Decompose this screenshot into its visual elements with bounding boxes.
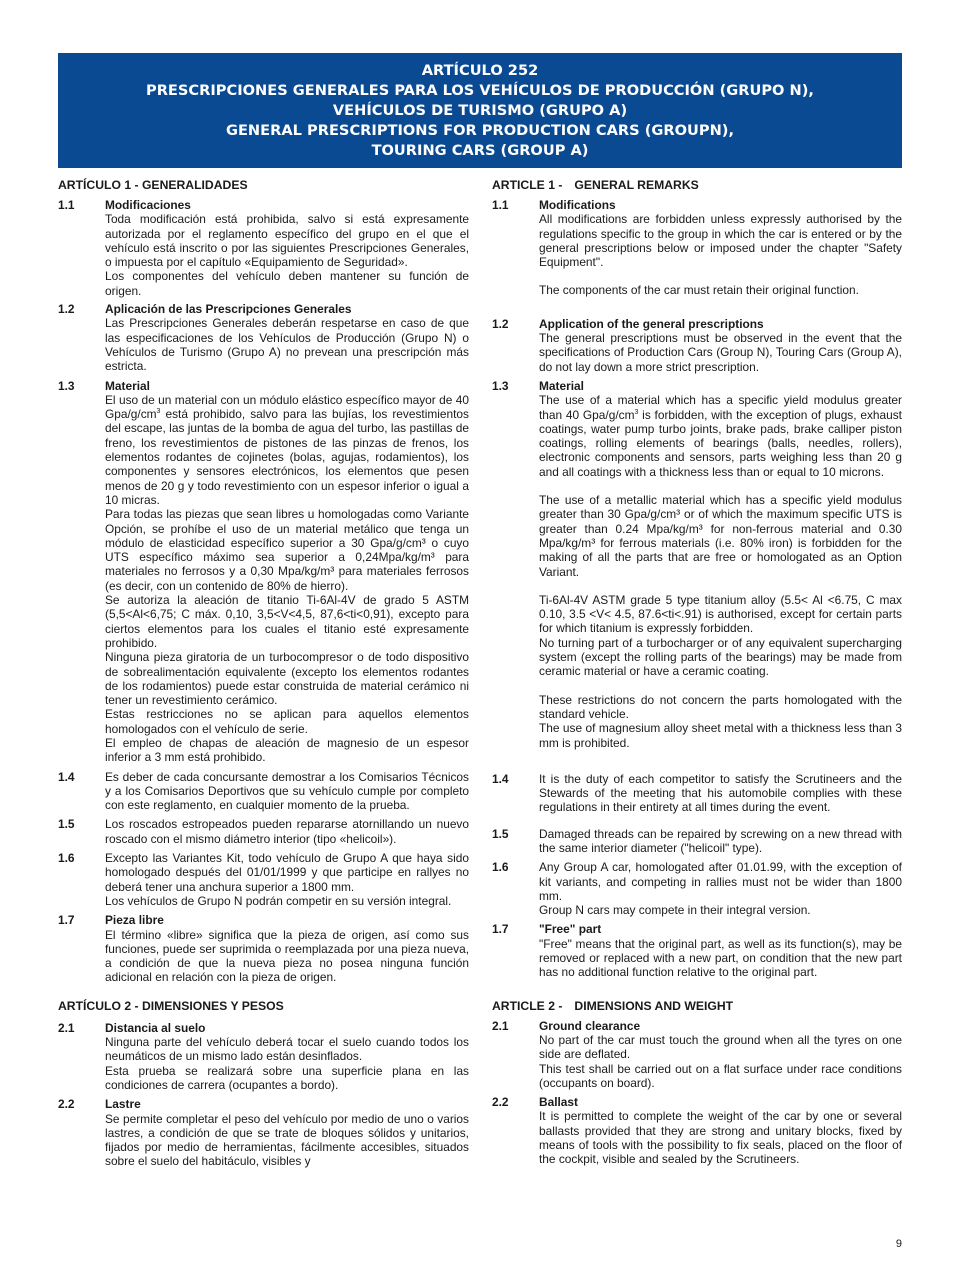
paragraph: Los vehículos de Grupo N podrán competir en su versión integral. <box>105 893 452 908</box>
text-run: está prohibido, salvo para las bujías, los revestimientos del escape, las juntas de la bomba de agua del turbo, las pastillas de freno, los revestimientos de pistones de las pinzas de frenos, los elementos rodantes de cojinetes (bolas, agujas, rodamientos), los componentes y sensores electrónicos, los elementos que pesen menos de 20 g y todo revestimiento con un espesor inferior o igual a 10 micras. <box>105 407 469 507</box>
paragraph: Toda modificación está prohibida, salvo si está expresamente autorizada por el reglamento específico del grupo en el que el vehículo está inscrito o por las siguientes Prescripciones Generales, o impuesta por el capítulo «Equipamiento de Seguridad». <box>105 212 469 270</box>
section-title: Material <box>105 378 150 393</box>
section-number: 1.5 <box>58 817 75 832</box>
section-2-2 <box>492 1095 902 1166</box>
paragraph: Group N cars may compete in their integral version. <box>539 903 811 918</box>
english-column <box>492 178 902 1167</box>
article-number: ARTICLE 2 - <box>492 998 563 1013</box>
text-run: is forbidden, with the exception of plugs, exhaust coatings, water pump turbo joints, brake pads, brake calliper piston coatings, rolling elements of bearings (balls, needles, rollers), electronic components and sensors, parts weighing less than 20 g and all coatings with a thickness less than or equal to 10 microns. <box>539 407 902 479</box>
section-title: Application of the general prescriptions <box>539 316 764 331</box>
paragraph <box>539 393 902 479</box>
section-number: 2.2 <box>58 1097 75 1112</box>
section-number: 1.5 <box>492 826 509 841</box>
paragraph: Ninguna parte del vehículo deberá tocar el suelo cuando todos los neumáticos de un mismo lado están desinflados. <box>105 1035 469 1064</box>
section-title: Distancia al suelo <box>105 1020 206 1035</box>
article-1-heading <box>492 178 902 193</box>
article-2-heading: ARTÍCULO 2 - DIMENSIONES Y PESOS <box>58 998 284 1013</box>
superscript: 3 <box>634 408 639 416</box>
section-number: 1.4 <box>58 769 75 784</box>
paragraph: No turning part of a turbocharger or of any equivalent supercharging system (except the rolling parts of the bearings) may be made from ceramic material or have a ceramic coating. <box>539 635 902 679</box>
paragraph: Se permite completar el peso del vehículo por medio de uno o varios lastres, a condición de que se trate de bloques sólidos y unitarios, fijados por medio de herramientas, fácilmente accesibles, situados sobre el suelo del habitáculo, visibles y <box>105 1111 469 1169</box>
paragraph: The use of magnesium alloy sheet metal with a thickness less than 3 mm is prohibited. <box>539 721 902 750</box>
paragraph: The components of the car must retain their original function. <box>539 283 859 298</box>
section-title: Ballast <box>539 1095 578 1110</box>
section-1-7 <box>58 913 469 984</box>
banner-line-1: ARTÍCULO 252 <box>421 62 539 79</box>
paragraph: No part of the car must touch the ground when all the tyres on one side are deflated. <box>539 1032 902 1062</box>
banner-line-5: TOURING CARS (GROUP A) <box>371 142 589 159</box>
paragraph: Ti-6Al-4V ASTM grade 5 type titanium alloy (5.5< Al <6.75, C max 0.10, 3.5 <V< 4.5, 87.6<ti<.91) is authorised, except for certain parts for which titanium is expressly forbidden. <box>539 592 902 636</box>
paragraph: Los roscados estropeados pueden repararse atornillando un nuevo roscado con el mismo diámetro interior (tipo «helicoil»). <box>105 817 469 846</box>
section-2-1 <box>492 1019 902 1090</box>
section-number: 1.2 <box>58 302 75 317</box>
section-number: 1.7 <box>492 922 509 937</box>
section-title: Modifications <box>539 198 616 212</box>
text-run: The use of a material which has a specific yield modulus greater than 40 Gpa/g/cm <box>539 393 902 422</box>
paragraph: It is permitted to complete the weight of the car by one or several ballasts provided that they are strong and unitary blocks, fixed by means of tools with the possibility to fix seals, placed on the floor of the cockpit, visible and sealed by the Scrutineers. <box>539 1109 902 1167</box>
paragraph: Esta prueba se realizará sobre una superficie plana en las condiciones de carrera (ocupantes a bordo). <box>105 1063 469 1092</box>
paragraph: This test shall be carried out on a flat surface under race conditions (occupants on board). <box>539 1061 902 1090</box>
paragraph: All modifications are forbidden unless expressly authorised by the regulations specific to the group in which the car is entered or by the general prescriptions below or imposed under the chapter "Safety Equipment". <box>539 212 902 270</box>
section-number: 1.7 <box>58 913 75 928</box>
section-1-5 <box>492 827 902 856</box>
article-1-heading: ARTÍCULO 1 - GENERALIDADES <box>58 178 248 192</box>
article-number: ARTICLE 1 - <box>492 178 563 192</box>
section-number: 1.3 <box>58 378 75 393</box>
section-1-1 <box>58 198 469 298</box>
banner-line-3: VEHÍCULOS DE TURISMO (GRUPO A) <box>332 102 628 119</box>
paragraph: Las Prescripciones Generales deberán respetarse en caso de que las especificaciones de los Vehículos de Producción (Grupo N) o Vehículos de Turismo (Grupo A) no prevean una prescripción más estricta. <box>105 316 469 374</box>
section-number: 1.2 <box>492 316 509 331</box>
section-1-2 <box>492 317 902 374</box>
section-number: 1.3 <box>492 378 509 393</box>
section-1-7 <box>492 922 902 979</box>
paragraph: Se autoriza la aleación de titanio Ti-6Al-4V de grado 5 ASTM (5,5<Al<6,75; C máx. 0,10, 3,5<V<4,5, 87,6<ti<0,91), excepto para ciertos elementos para los cuales el titanio esté expresamente prohibido. <box>105 593 469 650</box>
section-1-6 <box>58 851 469 908</box>
title-banner <box>58 53 902 168</box>
spanish-column <box>58 178 469 1169</box>
paragraph: Los componentes del vehículo deben mantener su función de origen. <box>105 269 469 298</box>
paragraph: Any Group A car, homologated after 01.01.99, with the exception of kit variants, and competing in rallies must not be wider than 1800 mm. <box>539 860 902 903</box>
section-number: 1.1 <box>492 198 509 212</box>
section-title: Pieza libre <box>105 913 164 928</box>
section-1-6 <box>492 860 902 917</box>
text-run: El uso de un material con un módulo elástico específico mayor de 40 Gpa/g/cm <box>105 392 469 422</box>
section-title: Material <box>539 378 584 393</box>
paragraph: Para todas las piezas que sean libres u homologadas como Variante Opción, se prohíbe el uso de un material metálico que tenga un módulo de elasticidad específico superior a 30 Gpa/g/cm³ o cuyo UTS específico máximo sea superior a 0,24Mpa/kg/m³ para materiales no ferrosos y a 0,30 Mpa/kg/m³ para materiales ferrosos (es decir, con un contenido de 80% de hierro). <box>105 507 469 593</box>
paragraph: It is the duty of each competitor to satisfy the Scrutineers and the Stewards of the meeting that his automobile complies with these regulations in their entirety at all times during the event. <box>539 771 902 815</box>
section-1-4 <box>492 772 902 815</box>
section-title: "Free" part <box>539 922 602 937</box>
section-1-4 <box>58 770 469 813</box>
paragraph: Excepto las Variantes Kit, todo vehículo de Grupo A que haya sido homologado después del 01/01/1999 y que participe en rallyes no deberá tener una anchura superior a 1800 mm. <box>105 851 469 894</box>
section-title: Aplicación de las Prescripciones Generales <box>105 302 352 317</box>
superscript: 3 <box>156 408 161 416</box>
section-number: 1.1 <box>58 198 75 212</box>
banner-line-4: GENERAL PRESCRIPTIONS FOR PRODUCTION CARS (GROUPN), <box>225 122 735 139</box>
section-1-2 <box>58 302 469 373</box>
article-name: DIMENSIONS AND WEIGHT <box>574 998 734 1013</box>
section-number: 2.1 <box>58 1020 75 1035</box>
paragraph: Damaged threads can be repaired by screwing on a new thread with the same interior diameter ("helicoil" type). <box>539 826 902 855</box>
paragraph: Estas restricciones no se aplican para aquellos elementos homologados con el vehículo de serie. <box>105 707 469 736</box>
paragraph: Es deber de cada concursante demostrar a los Comisarios Técnicos y a los Comisarios Deportivos que su vehículo cumple por completo con este reglamento, en cualquier momento de la prueba. <box>105 769 469 813</box>
paragraph: "Free" means that the original part, as well as its function(s), may be removed or replaced with a new part, on condition that the new part has no additional function relative to the original part. <box>539 936 902 980</box>
section-title: Ground clearance <box>539 1018 641 1033</box>
section-2-1 <box>58 1021 469 1092</box>
section-title: Lastre <box>105 1097 141 1112</box>
page-number: 9 <box>895 1238 902 1250</box>
section-number: 1.4 <box>492 771 509 786</box>
paragraph: El empleo de chapas de aleación de magnesio de un espesor inferior a 3 mm está prohibido. <box>105 735 469 765</box>
banner-line-2: PRESCRIPCIONES GENERALES PARA LOS VEHÍCULOS DE PRODUCCIÓN (GRUPO N), <box>146 82 814 99</box>
section-number: 2.1 <box>492 1018 509 1033</box>
article-2-heading <box>492 999 902 1014</box>
section-number: 2.2 <box>492 1095 509 1110</box>
section-title: Modificaciones <box>105 198 191 212</box>
paragraph: The general prescriptions must be observed in the event that the specifications of Production Cars (Group N), Touring Cars (Group A), do not lay down a more strict prescription. <box>539 331 902 374</box>
section-2-2 <box>58 1097 469 1168</box>
article-name: GENERAL REMARKS <box>574 178 699 192</box>
section-number: 1.6 <box>58 851 75 866</box>
section-1-3 <box>58 379 469 765</box>
paragraph: El término «libre» significa que la pieza de origen, así como sus funciones, puede ser suprimida o reemplazada por una pieza nueva, a condición de que la nueva pieza no posea ninguna función adicional en relación con la pieza de origen. <box>105 927 469 985</box>
section-1-5 <box>58 817 469 846</box>
paragraph: The use of a metallic material which has a specific yield modulus greater than 30 Gpa/g/cm³ or of which the maximum specific UTS is greater than 0.24 Mpa/kg/m³ for non-ferrous material and 0.30 Mpa/kg/m³ for ferrous materials (i.e. 80% iron) is forbidden for the making of all the parts that are free or homologated as an Option Variant. <box>539 493 902 579</box>
section-1-1 <box>492 198 902 298</box>
section-1-3 <box>492 379 902 750</box>
paragraph: These restrictions do not concern the parts homologated with the standard vehicle. <box>539 692 902 721</box>
paragraph <box>105 393 469 507</box>
paragraph: Ninguna pieza giratoria de un turbocompresor o de todo dispositivo de sobrealimentación equivalente (excepto los elementos rodantes de los rodamientos) puede estar construida de material cerámico ni tener un revestimiento cerámico. <box>105 650 469 708</box>
section-number: 1.6 <box>492 860 509 875</box>
